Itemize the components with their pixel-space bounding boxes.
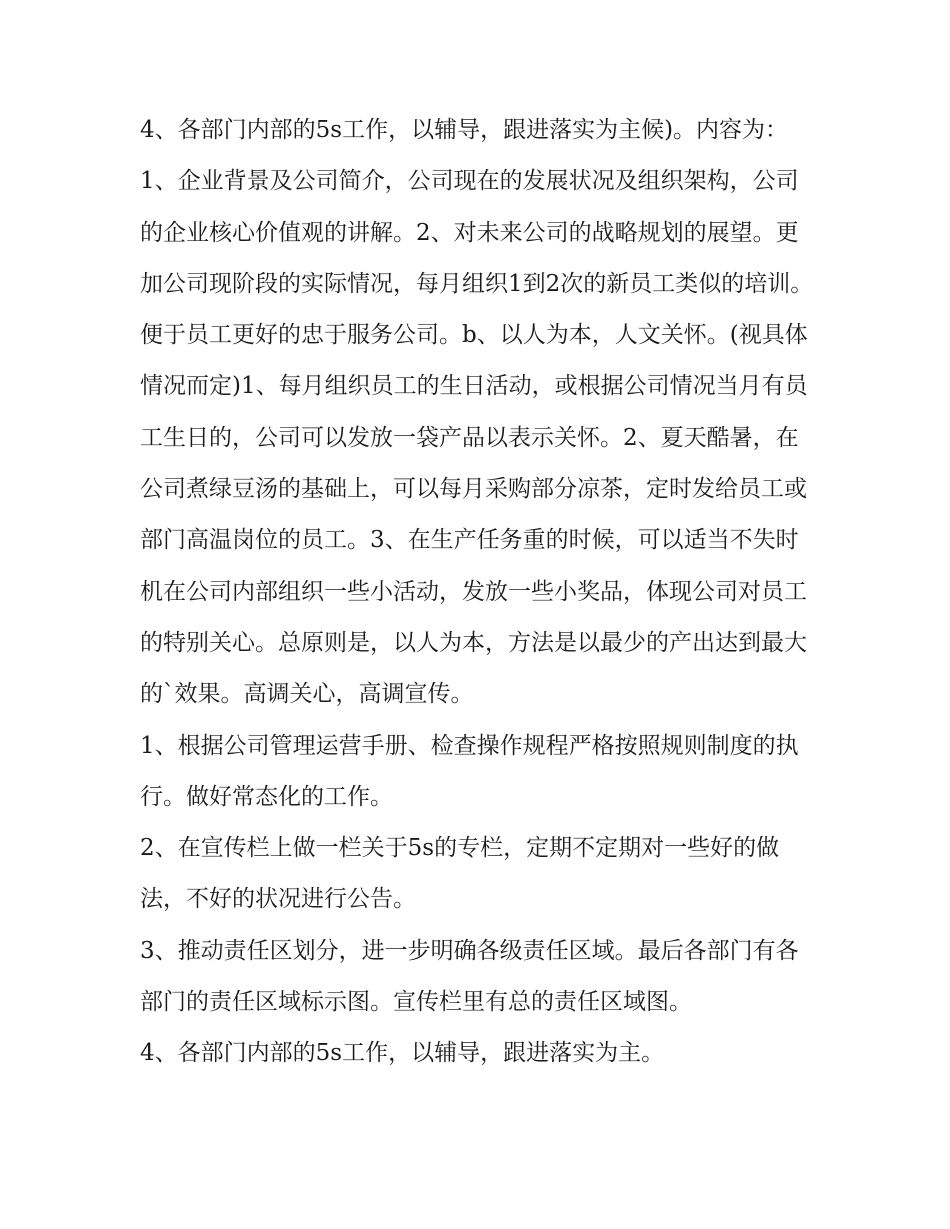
paragraph-4: 3、推动责任区划分，进一步明确各级责任区域。最后各部门有各部门的责任区域标示图。宣传栏里有总的责任区域图。 bbox=[140, 937, 799, 1016]
paragraph-3: 2、在宣传栏上做一栏关于5s的专栏，定期不定期对一些好的做法，不好的状况进行公告。 bbox=[140, 835, 780, 913]
paragraph-1: 4、各部门内部的5s工作，以辅导，跟进落实为主候)。内容为：1、企业背景及公司简介，公司现在的发展状况及组织架构，公司的企业核心价值观的讲解。2、对未来公司的战略规划的展望。更加公司现阶段的实际情况，每月组织1到2次的新员工类似的培训。便于员工更好的忠于服务公司。b、以人为本，人文关怀。(视具体情况而定)1、每月组织员工的生日活动，或根据公司情况当月有员工生日的，公司可以发放一袋产品以表示关怀。2、夏天酷暑，在公司煮绿豆汤的基础上，可以每月采购部分凉茶，定时发给员工或部门高温岗位的员工。3、在生产任务重的时候，可以适当不失时机在公司内部组织一些小活动，发放一些小奖品，体现公司对员工的特别关心。总原则是，以人为本，方法是以最少的产出达到最大的`效果。高调关心，高调宣传。 bbox=[140, 117, 814, 708]
paragraph-5: 4、各部门内部的5s工作，以辅导，跟进落实为主。 bbox=[140, 1040, 665, 1067]
paragraph-2: 1、根据公司管理运营手册、检查操作规程严格按照规则制度的执行。做好常态化的工作。 bbox=[140, 732, 799, 810]
document-body bbox=[140, 105, 820, 1080]
